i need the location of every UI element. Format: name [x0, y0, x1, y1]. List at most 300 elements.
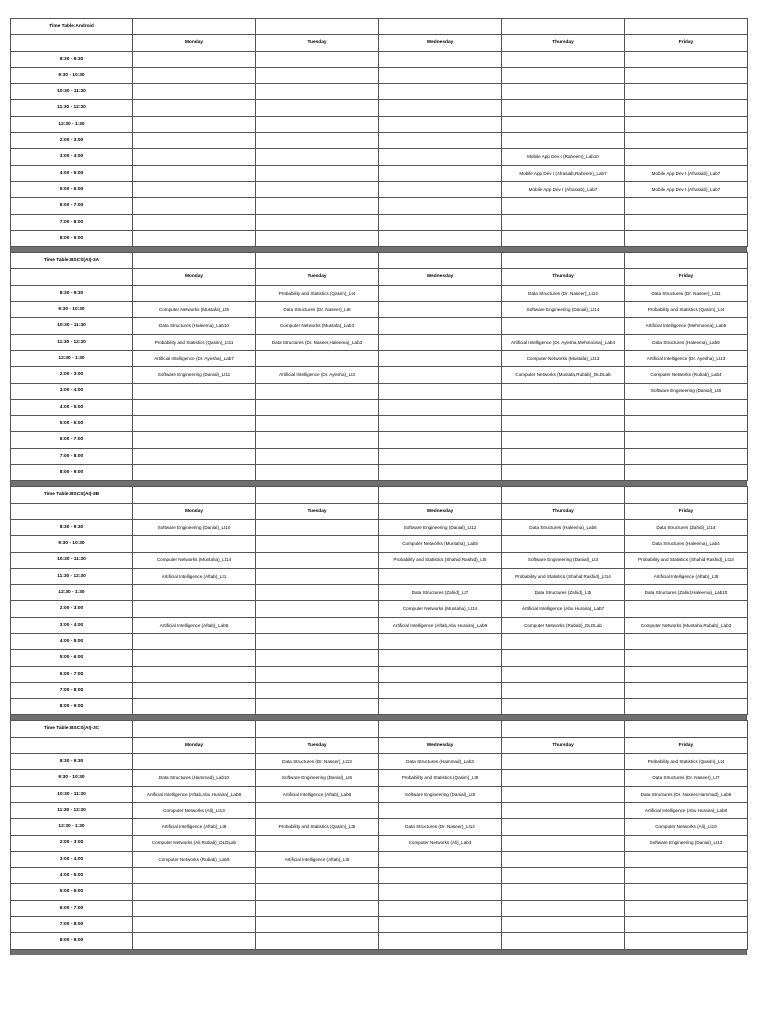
table-row: [11, 285, 748, 301]
class-cell: [133, 165, 256, 181]
class-cell: [379, 116, 502, 132]
table-row: [11, 868, 748, 884]
class-cell: [133, 67, 256, 83]
class-cell: Computer Networks (Muntaha)_Lt14: [133, 552, 256, 568]
class-cell: Mobile App Dev I (Afrasiab,Raheem)_Lab7: [502, 165, 625, 181]
empty-cell: [625, 487, 748, 503]
time-slot: 10:30 - 11:30: [11, 552, 133, 568]
time-slot: 8:30 - 9:30: [11, 519, 133, 535]
table-row: [11, 754, 748, 770]
class-cell: [133, 383, 256, 399]
corner-cell: [11, 503, 133, 519]
time-slot: 4:00 - 5:00: [11, 868, 133, 884]
class-cell: [379, 84, 502, 100]
class-cell: [379, 432, 502, 448]
table-row: [11, 917, 748, 933]
class-cell: [502, 786, 625, 802]
class-cell: [379, 165, 502, 181]
timetable-sheet: [10, 18, 747, 955]
time-slot: 8:30 - 9:30: [11, 51, 133, 67]
class-cell: [256, 802, 379, 818]
class-cell: [256, 666, 379, 682]
class-cell: Computer Networks (Muntaha)_Lab5: [379, 536, 502, 552]
timetable-grid: [10, 252, 748, 481]
table-row: [11, 601, 748, 617]
time-slot: 2:00 - 3:00: [11, 835, 133, 851]
time-slot: 7:00 - 8:00: [11, 214, 133, 230]
table-row: [11, 552, 748, 568]
class-cell: [502, 917, 625, 933]
class-cell: [133, 230, 256, 246]
time-slot: 8:00 - 9:00: [11, 230, 133, 246]
empty-cell: [379, 487, 502, 503]
time-slot: 10:30 - 11:30: [11, 84, 133, 100]
section-title: Time Table:BSCS(AI)-3A: [11, 253, 133, 269]
day-header: Thursday: [502, 35, 625, 51]
class-cell: [256, 181, 379, 197]
class-cell: Artificial Intelligence (Aftab)_Lab6: [256, 786, 379, 802]
class-cell: [379, 350, 502, 366]
class-cell: [625, 399, 748, 415]
time-slot: 9:30 - 10:30: [11, 67, 133, 83]
class-cell: Data Structures (Dr. Naseer)_Lt13: [256, 754, 379, 770]
class-cell: Data Structures (Dr. Naseer)_Lt8: [256, 302, 379, 318]
class-cell: [256, 585, 379, 601]
class-cell: [256, 917, 379, 933]
class-cell: Data Structures (Dr. Naseer,Hammad)_Lab9: [625, 786, 748, 802]
table-row: [11, 116, 748, 132]
time-slot: 6:00 - 7:00: [11, 666, 133, 682]
class-cell: [379, 416, 502, 432]
class-cell: Data Structures (Haleema)_Lab9: [625, 334, 748, 350]
class-cell: [379, 383, 502, 399]
class-cell: [625, 214, 748, 230]
class-cell: [379, 318, 502, 334]
table-row: [11, 585, 748, 601]
class-cell: [133, 448, 256, 464]
class-cell: [133, 416, 256, 432]
class-cell: Mobile App Dev I (Afrasiab)_Lab7: [625, 165, 748, 181]
table-row: [11, 650, 748, 666]
class-cell: Probability and Statistics (Shahid Rashid)_Lt5: [379, 552, 502, 568]
class-cell: Data Structures (Hammad)_Lab10: [133, 770, 256, 786]
class-cell: Artificial Intelligence (Dr. Ayesha,Mehmoona)_Lab4: [502, 334, 625, 350]
class-cell: Artificial Intelligence (Aftab)_Lt1: [133, 568, 256, 584]
class-cell: [625, 900, 748, 916]
class-cell: [133, 84, 256, 100]
class-cell: [625, 416, 748, 432]
class-cell: [502, 900, 625, 916]
class-cell: Data Structures (Haleema)_Lab4: [625, 536, 748, 552]
time-slot: 11:30 - 12:30: [11, 334, 133, 350]
class-cell: [379, 868, 502, 884]
time-slot: 12:30 - 1:30: [11, 116, 133, 132]
time-slot: 4:00 - 5:00: [11, 165, 133, 181]
class-cell: Computer Networks (Mustafa)_Lt5: [133, 302, 256, 318]
class-cell: [256, 650, 379, 666]
empty-cell: [256, 253, 379, 269]
class-cell: [625, 198, 748, 214]
class-cell: Artificial Intelligence (Abu Huraira)_Lab7: [502, 601, 625, 617]
table-row: [11, 100, 748, 116]
class-cell: [256, 198, 379, 214]
class-cell: [256, 432, 379, 448]
class-cell: [133, 51, 256, 67]
class-cell: [625, 432, 748, 448]
class-cell: Computer Networks (Muntaha,Rubab)_Lab3: [625, 617, 748, 633]
class-cell: Probability and Statistics (Qasim)_Lt4: [256, 285, 379, 301]
class-cell: [502, 214, 625, 230]
class-cell: [625, 133, 748, 149]
time-slot: 6:00 - 7:00: [11, 432, 133, 448]
empty-cell: [133, 19, 256, 35]
class-cell: Data Structures (Hammad)_Lab3: [379, 754, 502, 770]
day-header-row: [11, 503, 748, 519]
class-cell: [256, 568, 379, 584]
class-cell: [133, 214, 256, 230]
class-cell: [256, 884, 379, 900]
class-cell: Computer Networks (Ali)_Lab3: [379, 835, 502, 851]
time-slot: 5:00 - 6:00: [11, 416, 133, 432]
class-cell: [625, 448, 748, 464]
class-cell: Software Engineering (Danial)_Lt12: [379, 519, 502, 535]
time-slot: 9:30 - 10:30: [11, 302, 133, 318]
class-cell: [625, 699, 748, 715]
timetable-section: [10, 18, 747, 252]
class-cell: [133, 650, 256, 666]
class-cell: Computer Networks (Rubab)_Lab5: [133, 851, 256, 867]
class-cell: [256, 699, 379, 715]
table-row: [11, 149, 748, 165]
time-slot: 3:00 - 4:00: [11, 851, 133, 867]
time-slot: 8:30 - 9:30: [11, 285, 133, 301]
table-row: [11, 617, 748, 633]
class-cell: Computer Networks (Ali)_Lt10: [625, 819, 748, 835]
class-cell: [502, 536, 625, 552]
class-cell: [625, 650, 748, 666]
time-slot: 2:00 - 3:00: [11, 133, 133, 149]
time-slot: 5:00 - 6:00: [11, 181, 133, 197]
class-cell: [133, 868, 256, 884]
class-cell: [502, 432, 625, 448]
time-slot: 8:00 - 9:00: [11, 699, 133, 715]
class-cell: [379, 900, 502, 916]
table-row: [11, 214, 748, 230]
day-header: Wednesday: [379, 503, 502, 519]
class-cell: [502, 198, 625, 214]
class-cell: Computer Networks (Ali,Rubab)_DLDLab: [133, 835, 256, 851]
class-cell: [502, 230, 625, 246]
class-cell: [379, 465, 502, 481]
empty-cell: [625, 253, 748, 269]
class-cell: [625, 67, 748, 83]
class-cell: Software Engineering (Danial)_Lt3: [502, 552, 625, 568]
class-cell: [256, 399, 379, 415]
class-cell: [379, 67, 502, 83]
class-cell: [502, 666, 625, 682]
table-row: [11, 666, 748, 682]
empty-cell: [256, 487, 379, 503]
time-slot: 8:00 - 9:00: [11, 465, 133, 481]
table-row: [11, 536, 748, 552]
time-slot: 3:00 - 4:00: [11, 617, 133, 633]
time-slot: 9:30 - 10:30: [11, 770, 133, 786]
empty-cell: [502, 487, 625, 503]
class-cell: [502, 754, 625, 770]
class-cell: [133, 536, 256, 552]
class-cell: Data Structures (Dr. Naseer)_Lt14: [379, 819, 502, 835]
table-row: [11, 302, 748, 318]
class-cell: Mobile App Dev I (Afrasiab)_Lab7: [502, 181, 625, 197]
class-cell: [502, 116, 625, 132]
time-slot: 6:00 - 7:00: [11, 900, 133, 916]
day-header: Wednesday: [379, 737, 502, 753]
empty-cell: [502, 19, 625, 35]
class-cell: Computer Networks (Rubab)_DLDLab: [502, 617, 625, 633]
class-cell: Software Engineering (Danial)_Lt11: [133, 367, 256, 383]
table-row: [11, 399, 748, 415]
class-cell: [379, 230, 502, 246]
time-slot: 5:00 - 6:00: [11, 884, 133, 900]
day-header: Friday: [625, 269, 748, 285]
class-cell: Probability and Statistics (Qasim)_Lt5: [256, 819, 379, 835]
class-cell: [502, 819, 625, 835]
table-row: [11, 350, 748, 366]
class-cell: [256, 536, 379, 552]
empty-cell: [256, 19, 379, 35]
class-cell: [379, 802, 502, 818]
table-row: [11, 851, 748, 867]
empty-cell: [379, 721, 502, 737]
class-cell: [625, 601, 748, 617]
table-row: [11, 802, 748, 818]
section-title-row: [11, 487, 748, 503]
class-cell: Probability and Statistics (Shahid Rashid)_Lt14: [502, 568, 625, 584]
class-cell: Probability and Statistics (Qasim)_Lt6: [379, 770, 502, 786]
empty-cell: [379, 253, 502, 269]
table-row: [11, 633, 748, 649]
table-row: [11, 770, 748, 786]
class-cell: Data Structures (Zahid)_Lt5: [502, 585, 625, 601]
time-slot: 10:30 - 11:30: [11, 318, 133, 334]
class-cell: [133, 585, 256, 601]
class-cell: Software Engineering (Danial)_Lt8: [625, 383, 748, 399]
table-row: [11, 51, 748, 67]
time-slot: 2:00 - 3:00: [11, 367, 133, 383]
class-cell: [256, 633, 379, 649]
table-row: [11, 181, 748, 197]
time-slot: 4:00 - 5:00: [11, 633, 133, 649]
day-header: Wednesday: [379, 35, 502, 51]
class-cell: [625, 149, 748, 165]
class-cell: Computer Networks (Ali)_Lt13: [133, 802, 256, 818]
class-cell: Computer Networks (Mustafa)_Lt13: [502, 350, 625, 366]
class-cell: [379, 884, 502, 900]
class-cell: [379, 302, 502, 318]
class-cell: [625, 230, 748, 246]
class-cell: [379, 133, 502, 149]
class-cell: Artificial Intelligence (Aftab)_Lt5: [256, 851, 379, 867]
class-cell: Artificial Intelligence (Aftab)_Lt8: [133, 819, 256, 835]
day-header: Tuesday: [256, 503, 379, 519]
class-cell: Computer Networks (Muntaha)_Lt14: [379, 601, 502, 617]
table-row: [11, 519, 748, 535]
class-cell: [502, 682, 625, 698]
class-cell: [133, 917, 256, 933]
class-cell: [256, 868, 379, 884]
class-cell: [502, 699, 625, 715]
class-cell: Data Structures (Dr. Naseer)_Lt14: [502, 285, 625, 301]
section-title-row: [11, 19, 748, 35]
class-cell: [502, 84, 625, 100]
time-slot: 11:30 - 12:30: [11, 802, 133, 818]
class-cell: [256, 552, 379, 568]
day-header-row: [11, 269, 748, 285]
class-cell: Data Structures (Zahid)_Lt14: [625, 519, 748, 535]
table-row: [11, 900, 748, 916]
day-header: Wednesday: [379, 269, 502, 285]
class-cell: [133, 633, 256, 649]
class-cell: [256, 448, 379, 464]
class-cell: Software Engineering (Danial)_Lt10: [133, 519, 256, 535]
class-cell: [256, 149, 379, 165]
class-cell: [256, 682, 379, 698]
class-cell: [502, 802, 625, 818]
class-cell: [502, 133, 625, 149]
class-cell: [379, 851, 502, 867]
class-cell: [256, 465, 379, 481]
class-cell: [502, 465, 625, 481]
table-row: [11, 786, 748, 802]
class-cell: [625, 666, 748, 682]
day-header: Monday: [133, 737, 256, 753]
time-slot: 4:00 - 5:00: [11, 399, 133, 415]
class-cell: [133, 181, 256, 197]
time-slot: 8:00 - 9:00: [11, 933, 133, 949]
class-cell: [625, 884, 748, 900]
class-cell: [502, 383, 625, 399]
table-row: [11, 699, 748, 715]
class-cell: Data Structures (Dr. Naseer)_Lt7: [625, 770, 748, 786]
class-cell: [133, 699, 256, 715]
class-cell: [133, 133, 256, 149]
class-cell: [256, 165, 379, 181]
class-cell: Probability and Statistics (Qasim)_Lt4: [625, 754, 748, 770]
table-row: [11, 230, 748, 246]
class-cell: Artificial Intelligence (Dr. Ayesha)_Lt13: [625, 350, 748, 366]
class-cell: [256, 84, 379, 100]
table-row: [11, 465, 748, 481]
time-slot: 9:30 - 10:30: [11, 536, 133, 552]
class-cell: [379, 933, 502, 949]
empty-cell: [133, 721, 256, 737]
class-cell: [133, 682, 256, 698]
class-cell: [133, 116, 256, 132]
class-cell: [256, 67, 379, 83]
table-row: [11, 819, 748, 835]
time-slot: 12:30 - 1:30: [11, 819, 133, 835]
class-cell: [625, 84, 748, 100]
day-header: Tuesday: [256, 35, 379, 51]
class-cell: Data Structures (Dr. Naseer,Haleema)_Lab3: [256, 334, 379, 350]
class-cell: Artificial Intelligence (Dr. Ayesha)_Lt3: [256, 367, 379, 383]
class-cell: Data Structures (Zahid)_Lt7: [379, 585, 502, 601]
class-cell: [256, 51, 379, 67]
class-cell: Data Structures (Zahid,Haleema)_Lab10: [625, 585, 748, 601]
table-row: [11, 448, 748, 464]
class-cell: Probability and Statistics (Shahid Rashid)_Lt13: [625, 552, 748, 568]
class-cell: [502, 770, 625, 786]
section-separator: [10, 950, 747, 955]
class-cell: [625, 116, 748, 132]
day-header-row: [11, 737, 748, 753]
class-cell: [379, 448, 502, 464]
class-cell: Probability and Statistics (Qasim)_Lt4: [625, 302, 748, 318]
table-row: [11, 334, 748, 350]
class-cell: [133, 900, 256, 916]
class-cell: [133, 884, 256, 900]
class-cell: [379, 181, 502, 197]
table-row: [11, 568, 748, 584]
table-row: [11, 165, 748, 181]
class-cell: Artificial Intelligence (Dr. Ayesha)_Lab7: [133, 350, 256, 366]
class-cell: [502, 318, 625, 334]
class-cell: [502, 933, 625, 949]
day-header-row: [11, 35, 748, 51]
class-cell: [256, 214, 379, 230]
class-cell: [625, 633, 748, 649]
class-cell: Probability and Statistics (Qasim)_Lt11: [133, 334, 256, 350]
class-cell: Artificial Intelligence (Aftab,Abu Huraira)_Lab9: [379, 617, 502, 633]
table-row: [11, 682, 748, 698]
class-cell: [379, 51, 502, 67]
day-header: Friday: [625, 35, 748, 51]
class-cell: [502, 851, 625, 867]
class-cell: [379, 334, 502, 350]
class-cell: [133, 198, 256, 214]
section-title: Time Table:BSCS(AI)-3B: [11, 487, 133, 503]
class-cell: [502, 835, 625, 851]
class-cell: [133, 432, 256, 448]
table-row: [11, 835, 748, 851]
class-cell: [256, 350, 379, 366]
time-slot: 5:00 - 6:00: [11, 650, 133, 666]
class-cell: [502, 633, 625, 649]
class-cell: [256, 116, 379, 132]
class-cell: [379, 149, 502, 165]
class-cell: Artificial Intelligence (Aftab,Abu Huraira)_Lab8: [133, 786, 256, 802]
time-slot: 12:30 - 1:30: [11, 585, 133, 601]
class-cell: [502, 868, 625, 884]
class-cell: [379, 214, 502, 230]
table-row: [11, 884, 748, 900]
class-cell: [379, 699, 502, 715]
class-cell: [133, 285, 256, 301]
time-slot: 11:30 - 12:30: [11, 100, 133, 116]
empty-cell: [133, 487, 256, 503]
class-cell: [502, 100, 625, 116]
class-cell: Artificial Intelligence (Abu Huraira)_Lab8: [625, 802, 748, 818]
empty-cell: [256, 721, 379, 737]
class-cell: Software Engineering (Danial)_Lt9: [379, 786, 502, 802]
empty-cell: [133, 253, 256, 269]
table-row: [11, 198, 748, 214]
class-cell: [256, 133, 379, 149]
empty-cell: [625, 721, 748, 737]
time-slot: 7:00 - 8:00: [11, 917, 133, 933]
time-slot: 3:00 - 4:00: [11, 149, 133, 165]
class-cell: Computer Networks (Mustafa)_Lab3: [256, 318, 379, 334]
